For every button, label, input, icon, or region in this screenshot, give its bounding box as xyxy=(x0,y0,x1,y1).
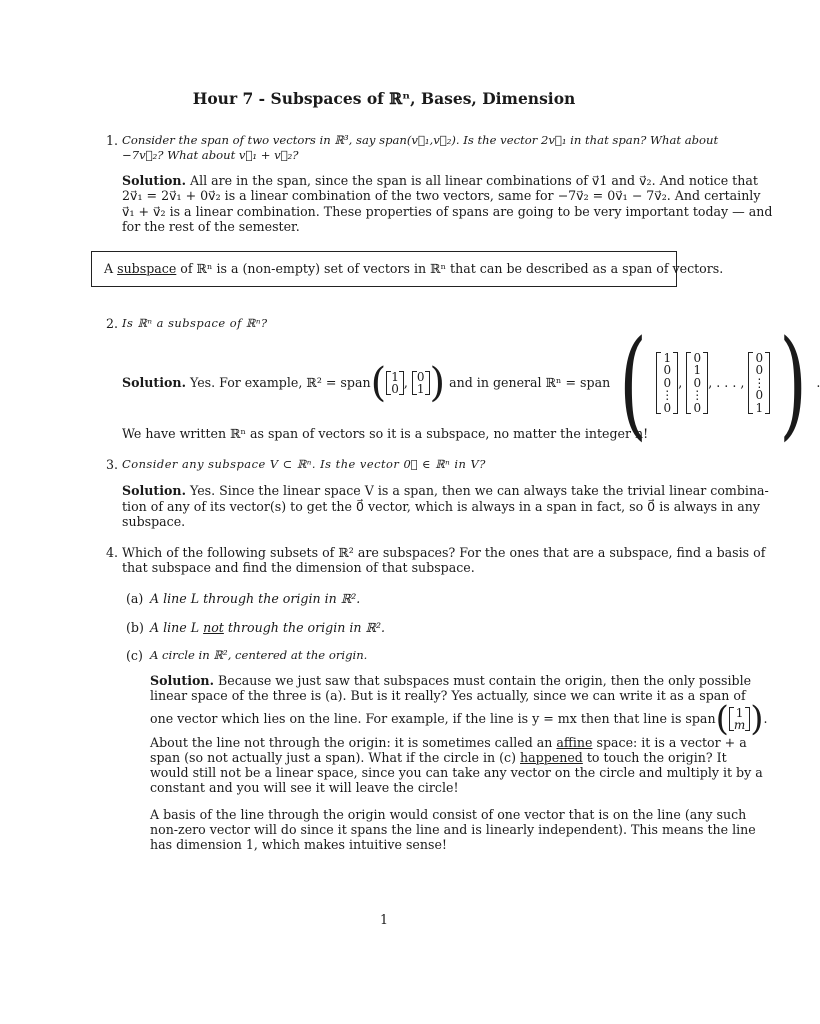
comma: , xyxy=(403,375,408,391)
q4-solution-line5 xyxy=(150,750,727,766)
q4c-label: (c) xyxy=(126,648,143,663)
solution-label: Solution. xyxy=(122,375,186,391)
q2-question: Is ℝⁿ a subspace of ℝⁿ? xyxy=(122,316,268,330)
q4b-pre: A line L xyxy=(150,620,204,635)
solution-label: Solution. xyxy=(122,173,186,188)
period xyxy=(816,375,820,391)
definition-pre: A xyxy=(104,261,118,276)
q1-line1: Consider the span of two vectors in ℝ³, say span(v⃗₁,v⃗₂). Is the vector 2v⃗₁ in that span? What about xyxy=(122,133,719,147)
q1-number: 1. xyxy=(105,133,118,148)
left-big-paren: ( xyxy=(619,314,648,452)
q3-question: Consider any subspace V ⊂ ℝⁿ. Is the vector 0⃗ ∈ ℝⁿ in V? xyxy=(122,457,486,471)
q3-solution-text: Yes. Since the linear space V is a span, then we can always take the trivial linear combina- xyxy=(190,483,769,498)
definition-box xyxy=(91,251,724,287)
solution-label: Solution. xyxy=(122,483,186,498)
q2-number: 2. xyxy=(105,316,118,331)
q4-solution-line6: would still not be a linear space, since you can take any vector on the circle and multiply it by a xyxy=(150,765,763,780)
q4-solution-text: Because we just saw that subspaces must contain the origin, then the only possible xyxy=(218,673,752,688)
page-title: Hour 7 - Subspaces of ℝⁿ, Bases, Dimension xyxy=(192,89,576,108)
q3-number: 3. xyxy=(105,457,118,472)
left-paren: ( xyxy=(370,360,387,406)
matrix-g3: 0 0 ⋮ 0 1 xyxy=(748,352,770,414)
q4-sol-l5a: span (so not actually just a span). What if the circle in (c) xyxy=(150,750,521,765)
q3-solution-line3: subspace. xyxy=(122,514,186,529)
q3-solution-line1 xyxy=(122,483,769,499)
definition-post: of ℝⁿ is a (non-empty) set of vectors in ℝⁿ that can be described as a span of vectors. xyxy=(176,261,724,276)
q4-sol-l4c: space: it is a vector + a xyxy=(592,735,747,750)
q4b-not: not xyxy=(203,620,224,635)
span-vector: 1 m xyxy=(729,707,750,732)
q4a-text: A line L through the origin in ℝ². xyxy=(150,591,361,606)
q4-sol-l4a: About the line not through the origin: it is sometimes called an xyxy=(150,735,557,750)
q4-basis-line2: non-zero vector will do since it spans the line and is linearly independent). This means the line xyxy=(150,822,756,837)
q4-solution-line3 xyxy=(150,699,768,739)
q4a-label: (a) xyxy=(126,591,144,606)
q3-solution-line2: tion of any of its vector(s) to get the 0⃗ vector, which is always in a span in fact, so 0⃗ is always in any xyxy=(122,499,760,514)
q4-basis-line3: has dimension 1, which makes intuitive sense! xyxy=(150,837,447,852)
q1-solution-line2: 2v⃗₁ = 2v⃗₁ + 0v⃗₂ is a linear combination of the two vectors, same for −7v⃗₂ = 0v⃗₁ − 7v⃗₂. And certainly xyxy=(122,188,761,203)
matrix-g2: 0 1 0 ⋮ 0 xyxy=(686,352,708,414)
q4b-label: (b) xyxy=(126,620,144,635)
q1-solution-line1 xyxy=(122,173,758,189)
q2-solution-text-b: and in general ℝⁿ = span xyxy=(449,375,611,391)
q4-solution-line4 xyxy=(150,735,747,751)
q4b-post: through the origin in ℝ². xyxy=(223,620,386,635)
matrix-e1: 1 0 xyxy=(386,371,404,396)
q1-solution-text: All are in the span, since the span is all linear combinations of v⃗1 and v⃗₂. And notice that xyxy=(190,173,758,188)
q1-solution-line3: v⃗₁ + v⃗₂ is a linear combination. These properties of spans are going to be very important today — and xyxy=(122,204,773,219)
page-number: 1 xyxy=(379,912,388,927)
q4-line2: that subspace and find the dimension of that subspace. xyxy=(122,560,475,575)
right-big-paren: ) xyxy=(779,314,808,452)
q4-solution-text-3: one vector which lies on the line. For example, if the line is y = mx then that line is span xyxy=(150,711,716,727)
q4-sol-l5c: to touch the origin? It xyxy=(582,750,727,765)
q4-number: 4. xyxy=(105,545,118,560)
affine-term: affine xyxy=(556,735,593,750)
q2-solution-text-a: Yes. For example, ℝ² = span xyxy=(190,375,371,391)
q2-after: We have written ℝⁿ as span of vectors so it is a subspace, no matter the integer n! xyxy=(122,426,649,441)
solution-label: Solution. xyxy=(150,673,214,688)
right-paren: ) xyxy=(429,360,446,406)
q4b-text xyxy=(150,620,385,636)
comma: , xyxy=(678,375,683,391)
right-paren: ) xyxy=(750,699,764,739)
happened-term: happened xyxy=(520,750,583,765)
q4-solution-line1 xyxy=(150,673,751,689)
period: . xyxy=(763,711,768,727)
q4-basis-line1: A basis of the line through the origin would consist of one vector that is on the line (any such xyxy=(150,807,747,822)
q1-solution-line4: for the rest of the semester. xyxy=(122,219,300,234)
q4-solution-line7: constant and you will see it will leave the circle! xyxy=(150,780,459,795)
matrix-g1: 1 0 0 ⋮ 0 xyxy=(656,352,678,414)
q4c-text: A circle in ℝ², centered at the origin. xyxy=(150,648,368,662)
left-paren: ( xyxy=(715,699,729,739)
definition-term: subspace xyxy=(117,261,177,276)
ellipsis: , . . . , xyxy=(708,375,745,391)
q4-line1: Which of the following subsets of ℝ² are subspaces? For the ones that are a subspace, find a basis of xyxy=(122,545,766,560)
matrix-e2: 0 1 xyxy=(412,371,430,396)
q1-line2: −7v⃗₂? What about v⃗₁ + v⃗₂? xyxy=(122,148,299,162)
q4-solution-line2: linear space of the three is (a). But is it really? Yes actually, since we can write it as a span of xyxy=(150,688,746,703)
